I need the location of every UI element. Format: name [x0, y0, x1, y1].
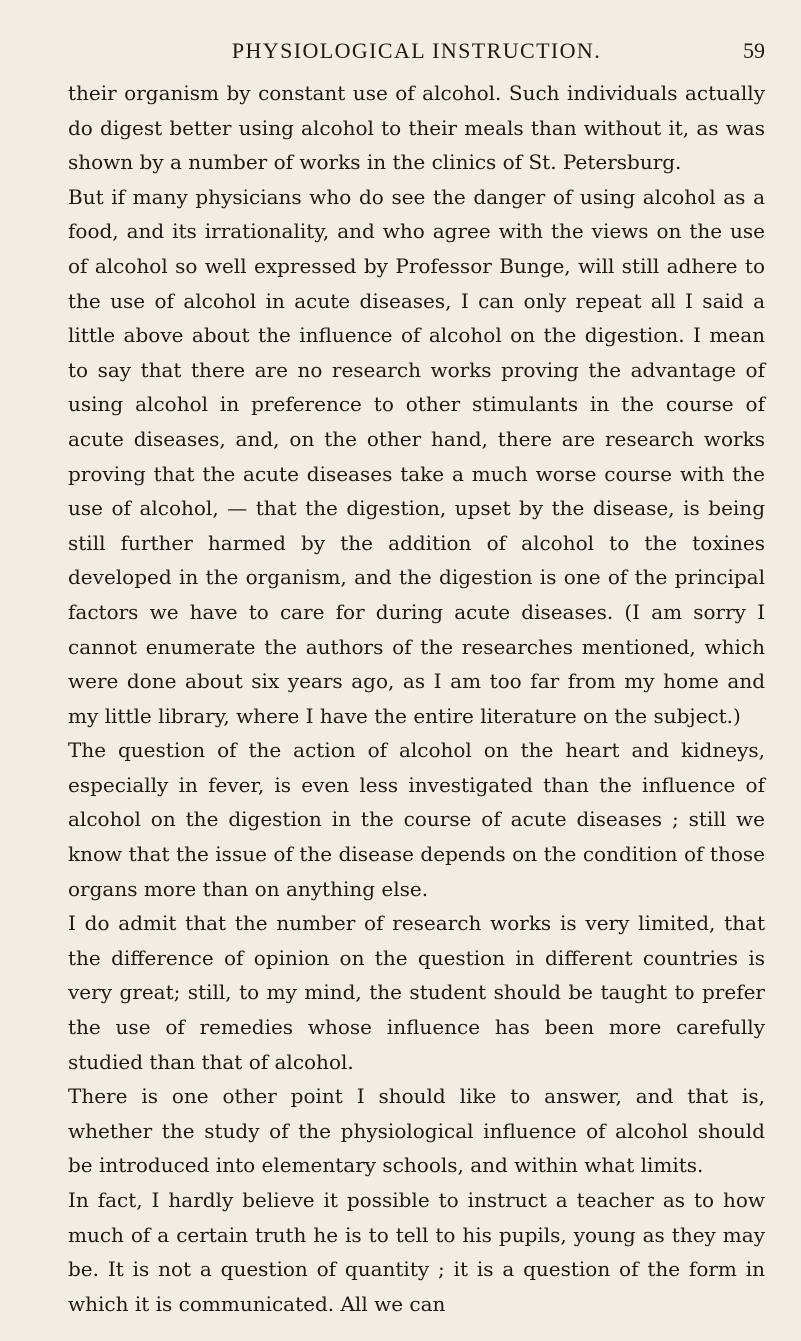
paragraph-4: I do admit that the number of research works is very limited, that the difference of opinion on the question in different countries is very great; still, to my mind, the student should be taught to prefer the use of remedies whose influence has been more carefully studied than that of alcohol. — [68, 911, 765, 1074]
paragraph-3: The question of the action of alcohol on the heart and kidneys, especially in fever, is even less investigated than the influence of alcohol on the digestion in the course of acute diseases ; still we know that the issue of the disease depends on the condition of those organs more than on anything else. — [68, 738, 765, 901]
paragraph-2: But if many physicians who do see the danger of using alcohol as a food, and its irrationality, and who agree with the views on the use of alcohol so well expressed by Professor Bunge, will still adhere to the use of alcohol in acute diseases, I can only repeat all I said a little above about the influence of alcohol on the digestion. I mean to say that there are no research works proving the advantage of using alcohol in preference to other stimulants in the course of acute diseases, and, on the other hand, there are research works proving that the acute diseases take a much worse course with the use of alcohol, — that the digestion, upset by the disease, is being still further harmed by the addition of alcohol to the toxines developed in the organism, and the digestion is one of the principal factors we have to care for during acute diseases. (I am sorry I cannot enumerate the authors of the researches mentioned, which were done about six years ago, as I am too far from my home and my little library, where I have the entire literature on the subject.) — [68, 184, 765, 728]
page-number: 59 — [743, 38, 765, 63]
paragraph-1: their organism by constant use of alcohol. Such individuals actually do digest better using alcohol to their meals than without it, as was shown by a number of works in the clinics of St. Petersburg. — [68, 81, 765, 175]
paragraph-6: In fact, I hardly believe it possible to instruct a teacher as to how much of a certain truth he is to tell to his pupils, young as they may be. It is not a question of quantity ; it is a question of the form in which it is communicated. All we can — [68, 1188, 765, 1316]
paragraph-5: There is one other point I should like to answer, and that is, whether the study of the physiological influence of alcohol should be introduced into elementary schools, and within what limits. — [68, 1084, 765, 1178]
running-title: PHYSIOLOGICAL INSTRUCTION. — [231, 38, 602, 63]
running-head — [68, 0, 765, 76]
body-text — [68, 76, 765, 1321]
